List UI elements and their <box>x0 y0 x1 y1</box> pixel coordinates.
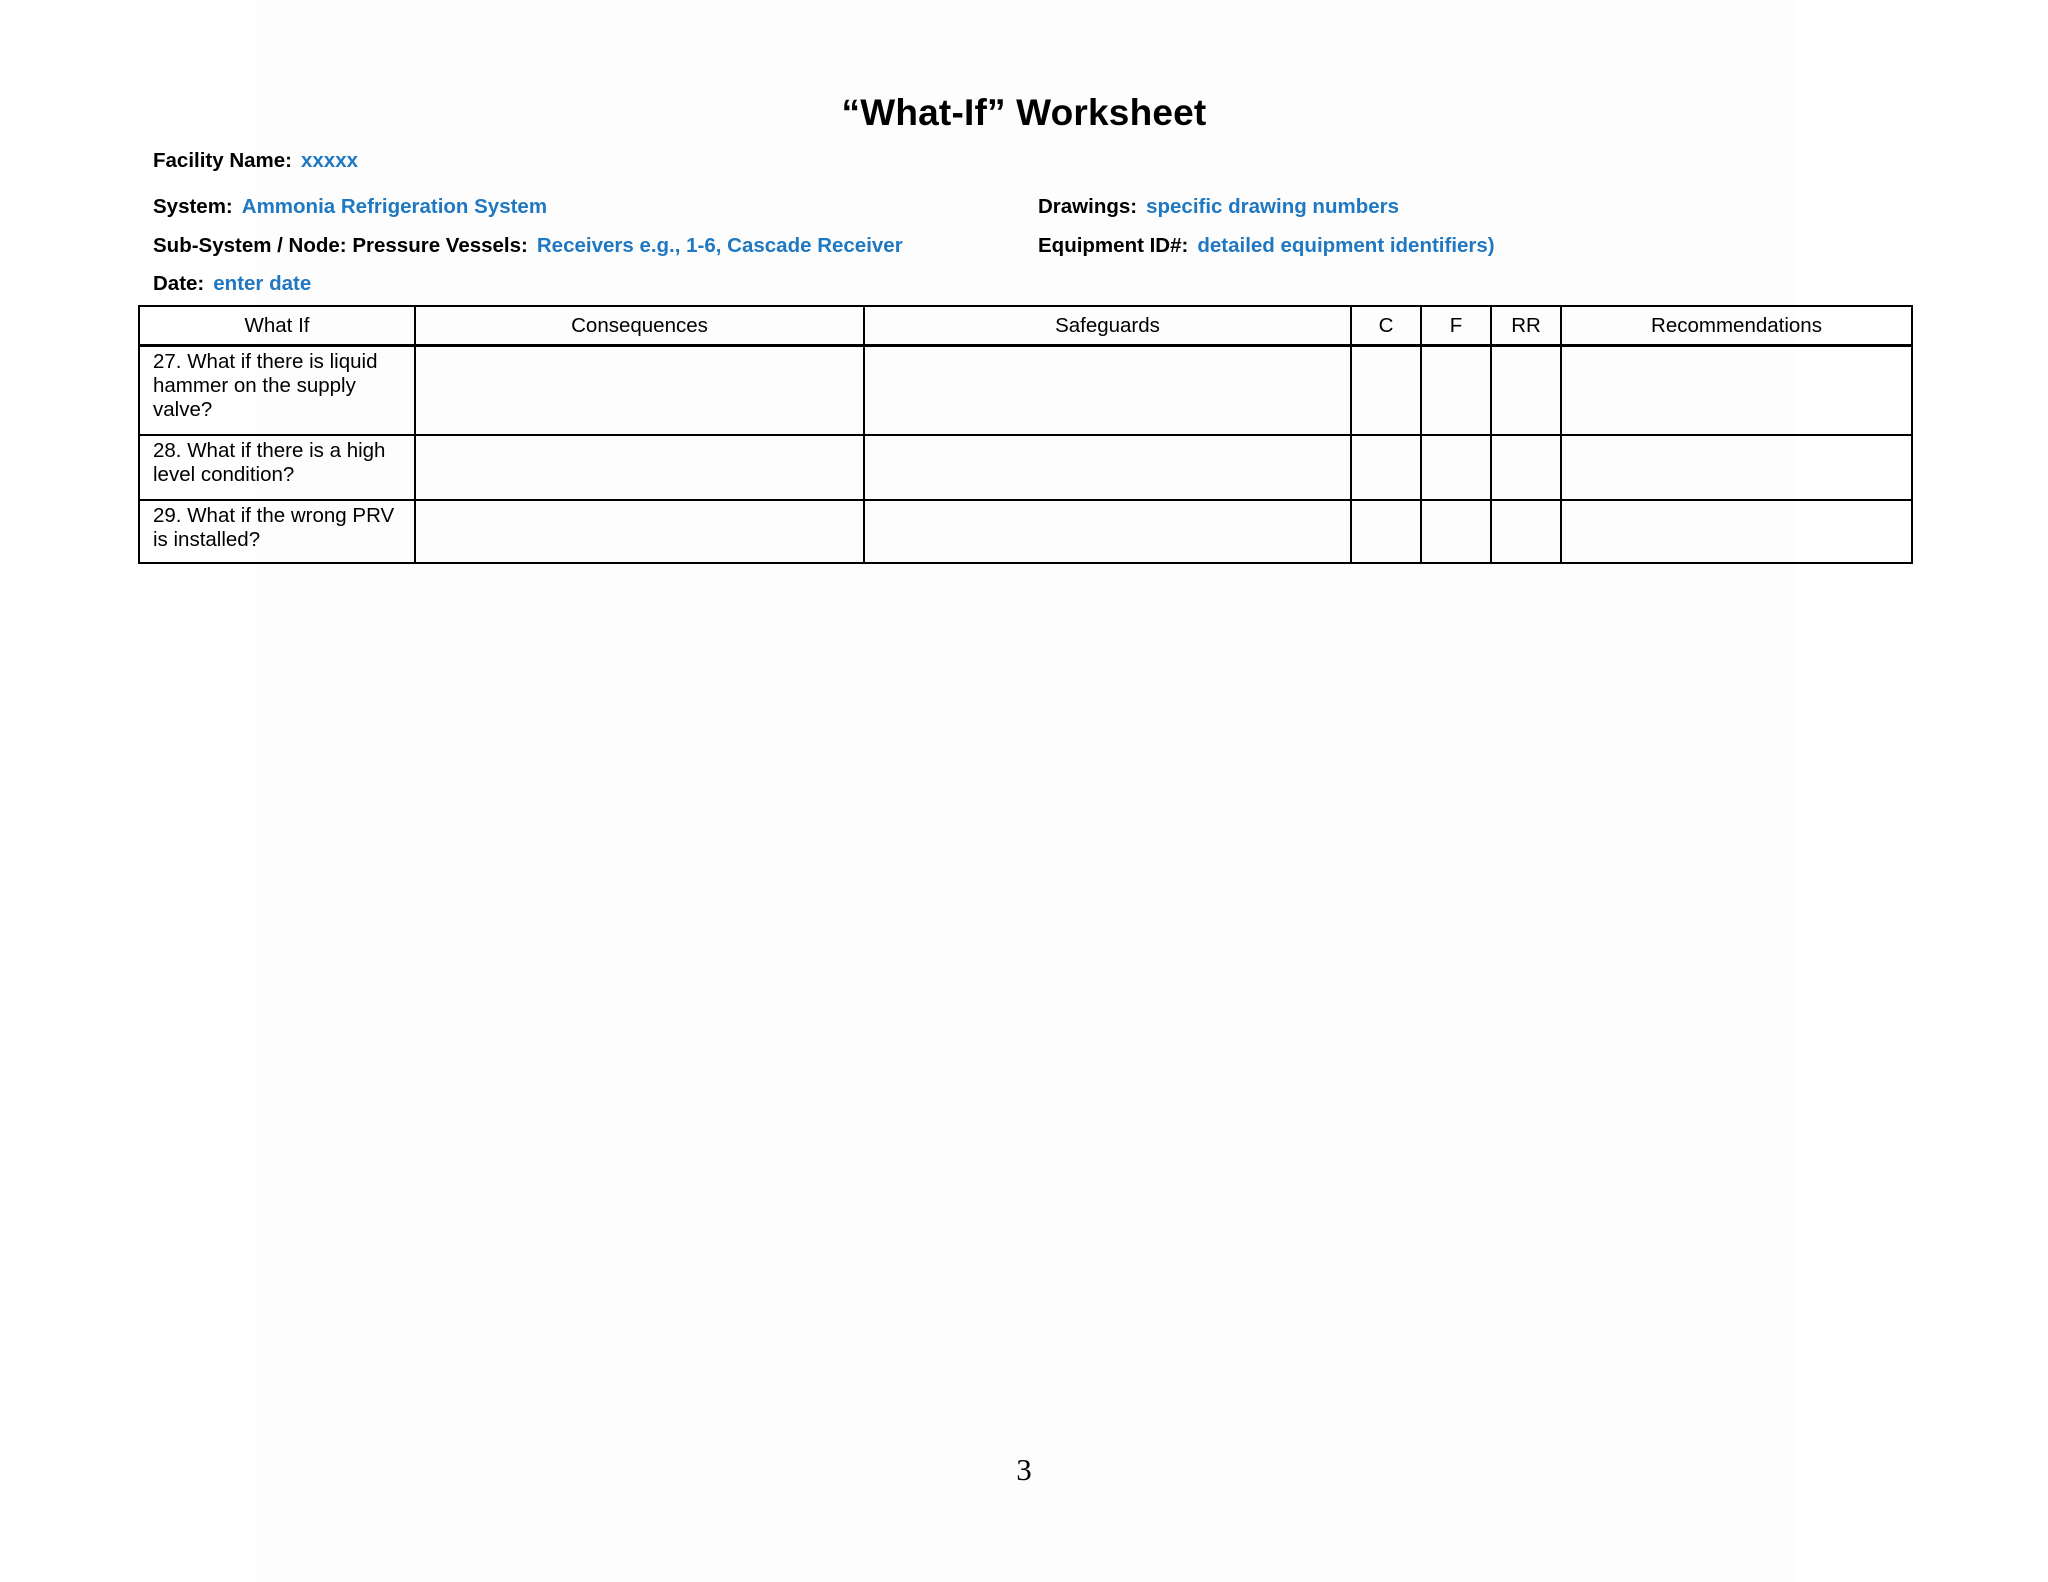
what-if-table <box>138 305 1913 564</box>
recommendations-cell <box>1561 435 1912 500</box>
c-cell <box>1351 500 1421 563</box>
drawings-field <box>1038 195 1399 219</box>
safeguards-cell <box>864 346 1351 436</box>
header-f: F <box>1421 306 1491 346</box>
subsystem-label: Sub-System / Node: Pressure Vessels: <box>153 234 528 257</box>
date-field <box>153 272 311 296</box>
what-if-cell: 29. What if the wrong PRV is installed? <box>139 500 415 563</box>
system-field <box>153 195 547 219</box>
date-value: enter date <box>213 272 312 295</box>
drawings-value: specific drawing numbers <box>1146 195 1400 218</box>
f-cell <box>1421 346 1491 436</box>
header-safeguards: Safeguards <box>864 306 1351 346</box>
facility-name-label: Facility Name: <box>153 149 292 172</box>
header-what-if: What If <box>139 306 415 346</box>
consequences-cell <box>415 346 864 436</box>
drawings-label: Drawings: <box>1038 195 1138 218</box>
what-if-cell: 28. What if there is a high level condition? <box>139 435 415 500</box>
table-row <box>139 435 1912 500</box>
safeguards-cell <box>864 435 1351 500</box>
facility-name-field <box>153 149 358 173</box>
header-consequences: Consequences <box>415 306 864 346</box>
header-c: C <box>1351 306 1421 346</box>
page-number: 3 <box>1016 1452 1032 1487</box>
rr-cell <box>1491 346 1561 436</box>
equipment-id-value: detailed equipment identifiers) <box>1197 234 1495 257</box>
equipment-id-field <box>1038 234 1495 258</box>
worksheet-title: “What-If” Worksheet <box>841 92 1207 133</box>
c-cell <box>1351 435 1421 500</box>
recommendations-cell <box>1561 346 1912 436</box>
table-row <box>139 500 1912 563</box>
header-recommendations: Recommendations <box>1561 306 1912 346</box>
system-value: Ammonia Refrigeration System <box>241 195 548 218</box>
consequences-cell <box>415 435 864 500</box>
safeguards-cell <box>864 500 1351 563</box>
consequences-cell <box>415 500 864 563</box>
system-label: System: <box>153 195 233 218</box>
table-row <box>139 346 1912 436</box>
what-if-cell: 27. What if there is liquid hammer on the supply valve? <box>139 346 415 436</box>
c-cell <box>1351 346 1421 436</box>
rr-cell <box>1491 500 1561 563</box>
header-rr: RR <box>1491 306 1561 346</box>
subsystem-value: Receivers e.g., 1-6, Cascade Receiver <box>536 234 903 257</box>
f-cell <box>1421 435 1491 500</box>
f-cell <box>1421 500 1491 563</box>
subsystem-field <box>153 234 903 258</box>
date-label: Date: <box>153 272 205 295</box>
rr-cell <box>1491 435 1561 500</box>
recommendations-cell <box>1561 500 1912 563</box>
equipment-id-label: Equipment ID#: <box>1038 234 1189 257</box>
facility-name-value: xxxxx <box>301 149 359 172</box>
table-header-row <box>139 306 1912 346</box>
